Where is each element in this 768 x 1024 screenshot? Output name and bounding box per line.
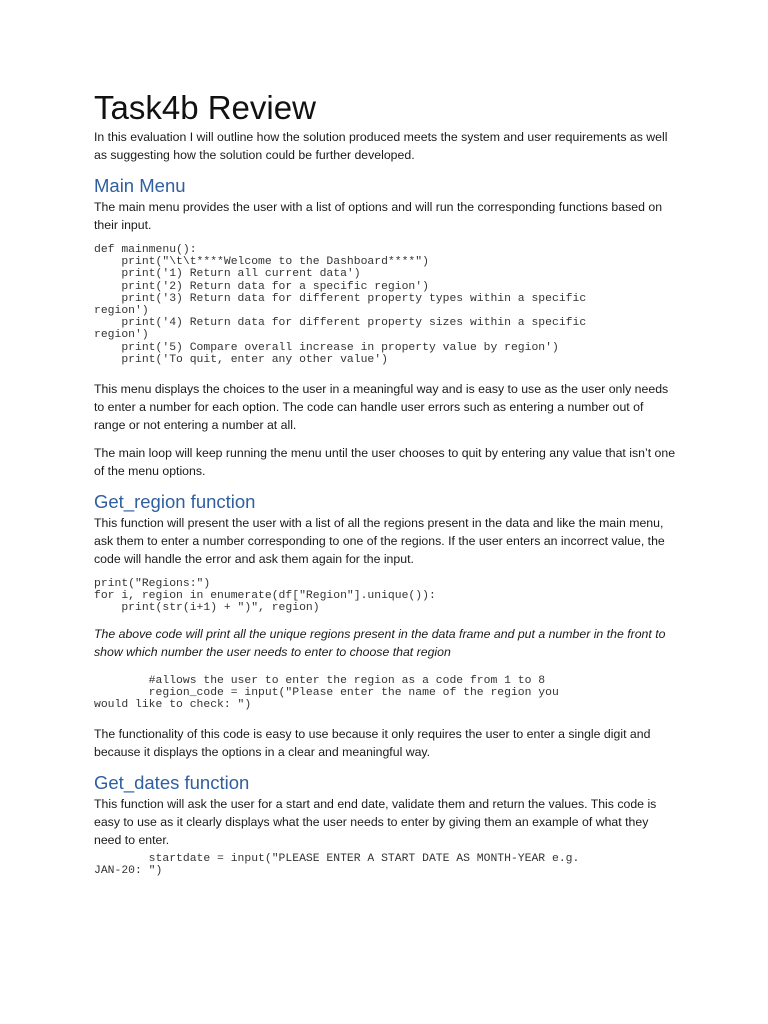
main-menu-heading: Main Menu — [94, 175, 186, 196]
document-title: Task4b Review — [94, 89, 316, 126]
get-region-heading: Get_region function — [94, 491, 256, 513]
intro-paragraph: In this evaluation I will outline how the solution produced meets the system and user requirements as well as suggesting how the solution could be further developed. — [94, 130, 668, 162]
main-menu-paragraph-1: The main menu provides the user with a list of options and will run the corresponding functions based on their input. — [94, 200, 663, 232]
get-dates-code: startdate = input("PLEASE ENTER A START DATE AS MONTH-YEAR e.g. JAN-20: ") — [94, 853, 580, 878]
get-region-italic-note: The above code will print all the unique regions present in the data frame and put a number in the front to show which number the user needs to enter to choose that region — [94, 626, 666, 659]
main-menu-paragraph-3: The main loop will keep running the menu until the user chooses to quit by entering any value that isn’t one of the menu options. — [94, 446, 676, 479]
main-menu-code: def mainmenu(): print("\t\t****Welcome to the Dashboard****") print('1) Return all current data') print('2) Return data for a specific region') print('3) Return data for different property types within a specific region') print('4) Return data for different property sizes within a specific region') print('5) Compare overall increase in property value by region') print('To quit, enter any other value') — [94, 244, 587, 366]
get-region-paragraph-2: The functionality of this code is easy to use because it only requires the user to enter a single digit and because it displays the options in a clear and meaningful way. — [94, 727, 651, 760]
get-dates-paragraph-1: This function will ask the user for a start and end date, validate them and return the values. This code is easy to use as it clearly displays what the user needs to enter by giving them an example of what they need to enter. — [94, 797, 657, 848]
get-region-paragraph-1: This function will present the user with a list of all the regions present in the data and like the main menu, ask them to enter a number corresponding to one of the regions. If the user enters an incorrect value, the code will handle the error and ask them again for the input. — [94, 516, 665, 567]
get-dates-heading: Get_dates function — [94, 772, 250, 794]
get-region-code-1: print("Regions:") for i, region in enumerate(df["Region"].unique()): print(str(i+1) + ")", region) — [94, 578, 436, 615]
document-page — [94, 88, 678, 878]
main-menu-paragraph-2: This menu displays the choices to the user in a meaningful way and is easy to use as the user only needs to enter a number for each option. The code can handle user errors such as entering a number out of range or not entering a number at all. — [94, 382, 669, 433]
get-region-code-2: #allows the user to enter the region as a code from 1 to 8 region_code = input("Please enter the name of the region you would like to check: ") — [94, 674, 559, 712]
